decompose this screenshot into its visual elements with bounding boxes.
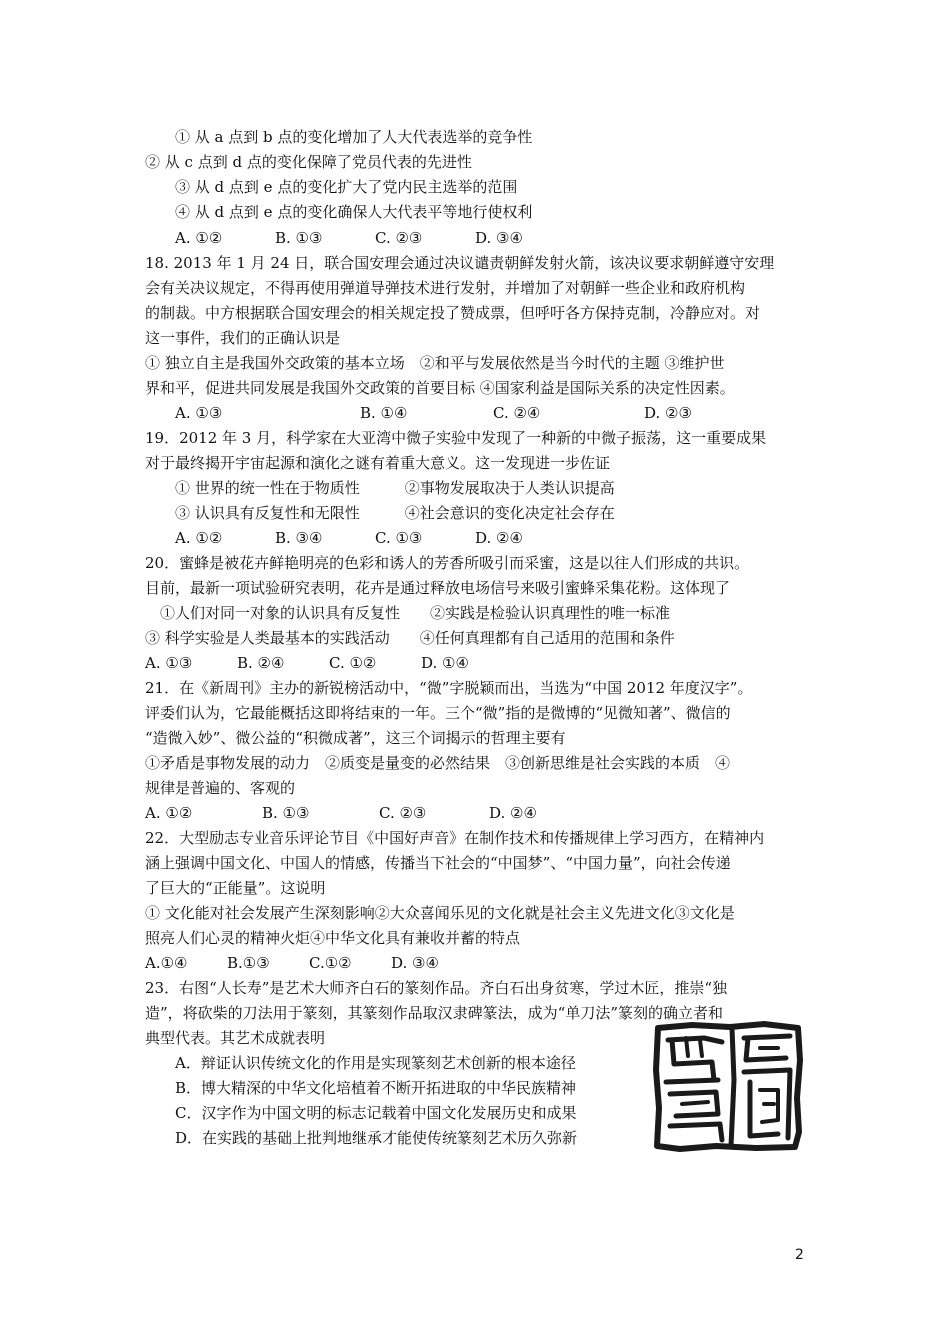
choice-a: A. ①②	[145, 804, 193, 822]
q21-stem-line-3: “造微入妙”、微公益的“积微成著”，这三个词揭示的哲理主要有	[145, 729, 566, 747]
choice-b: B. ①④	[360, 404, 408, 422]
q21-statements-line-2: 规律是普遍的、客观的	[145, 779, 296, 797]
choice-d: D. ③④	[475, 229, 523, 247]
q18-stem-line-1: 18. 2013 年 1 月 24 日，联合国安理会通过决议谴责朝鲜发射火箭，该决议要求朝鲜遵守安理	[145, 254, 775, 272]
choice-c: C.①②	[309, 954, 352, 972]
page-number: 2	[795, 1247, 804, 1263]
q19-choices	[175, 528, 523, 548]
q18-statements-line-2: 界和平，促进共同发展是我国外交政策的首要目标 ④国家利益是国际关系的决定性因素。	[145, 379, 735, 397]
q17-option-2: ② 从 c 点到 d 点的变化保障了党员代表的先进性	[145, 153, 472, 171]
q20-stem-line-2: 目前，最新一项试验研究表明，花卉是通过释放电场信号来吸引蜜蜂采集花粉。这体现了	[145, 579, 731, 597]
choice-b: B. ③④	[275, 529, 323, 547]
q23-option-a: A．辩证认识传统文化的作用是实现篆刻艺术创新的根本途径	[175, 1054, 576, 1072]
q21-stem-line-1: 21．在《新周刊》主办的新锐榜活动中，“微”字脱颖而出，当选为“中国 2012 年度汉字”。	[145, 679, 753, 697]
q21-stem-line-2: 评委们认为，它最能概括这即将结束的一年。三个“微”指的是微博的“见微知著”、微信的	[145, 704, 731, 722]
q22-statements-line-2: 照亮人们心灵的精神火炬④中华文化具有兼收并蓄的特点	[145, 929, 521, 947]
choice-c: C. ①②	[329, 654, 377, 672]
choice-a: A. ①③	[175, 404, 223, 422]
q23-option-d: D．在实践的基础上批判地继承才能使传统篆刻艺术历久弥新	[175, 1129, 578, 1147]
choice-c: C. ①③	[375, 529, 423, 547]
q18-stem-line-4: 这一事件，我们的正确认识是	[145, 329, 341, 347]
q17-choices	[175, 228, 523, 248]
q19-statements-line-2: ③ 认识具有反复性和无限性 ④社会意识的变化决定社会存在	[175, 504, 615, 522]
q18-choices	[175, 403, 692, 423]
q20-statements-line-1: ①人们对同一对象的认识具有反复性 ②实践是检验认识真理性的唯一标准	[160, 604, 671, 622]
choice-d: D. ②③	[644, 404, 692, 422]
choice-d: D. ①④	[421, 654, 469, 672]
choice-b: B. ①③	[275, 229, 323, 247]
q21-choices	[145, 803, 537, 823]
q17-option-4: ④ 从 d 点到 e 点的变化确保人大代表平等地行使权利	[175, 203, 533, 221]
q22-stem-line-2: 涵上强调中国文化、中国人的情感，传播当下社会的“中国梦”、“中国力量”，向社会传递	[145, 854, 731, 872]
choice-b: B. ②④	[237, 654, 285, 672]
choice-d: D. ②④	[489, 804, 537, 822]
q18-statements-line-1: ① 独立自主是我国外交政策的基本立场 ②和平与发展依然是当今时代的主题 ③维护世	[145, 354, 725, 372]
choice-a: A. ①②	[175, 529, 223, 547]
q20-stem-line-1: 20．蜜蜂是被花卉鲜艳明亮的色彩和诱人的芳香所吸引而采蜜，这是以往人们形成的共识。	[145, 554, 750, 572]
q22-choices	[145, 953, 439, 973]
choice-d: D. ②④	[475, 529, 523, 547]
choice-b: B.①③	[227, 954, 270, 972]
q22-statements-line-1: ① 文化能对社会发展产生深刻影响②大众喜闻乐见的文化就是社会主义先进文化③文化是	[145, 904, 735, 922]
q23-option-b: B．博大精深的中华文化培植着不断开拓进取的中华民族精神	[175, 1079, 577, 1097]
q19-statements-line-1: ① 世界的统一性在于物质性 ②事物发展取决于人类认识提高	[175, 479, 615, 497]
q20-statements-line-2: ③ 科学实验是人类最基本的实践活动 ④任何真理都有自己适用的范围和条件	[145, 629, 675, 647]
choice-c: C. ②③	[375, 229, 423, 247]
q18-stem-line-3: 的制裁。中方根据联合国安理会的相关规定投了赞成票，但呼吁各方保持克制，冷静应对。对	[145, 304, 761, 322]
choice-b: B. ①③	[262, 804, 310, 822]
q19-stem-line-2: 对于最终揭开宇宙起源和演化之谜有着重大意义。这一发现进一步佐证	[145, 454, 611, 472]
q23-stem-line-1: 23．右图“人长寿”是艺术大师齐白石的篆刻作品。齐白石出身贫寒，学过木匠，推崇“独	[145, 979, 728, 997]
q17-option-3: ③ 从 d 点到 e 点的变化扩大了党内民主选举的范围	[175, 178, 518, 196]
choice-a: A. ①③	[145, 654, 193, 672]
q17-option-1: ① 从 a 点到 b 点的变化增加了人大代表选举的竞争性	[175, 128, 533, 146]
q23-option-c: C．汉字作为中国文明的标志记载着中国文化发展历史和成果	[175, 1104, 577, 1122]
q21-statements-line-1: ①矛盾是事物发展的动力 ②质变是量变的必然结果 ③创新思维是社会实践的本质 ④	[145, 754, 731, 772]
q22-stem-line-1: 22．大型励志专业音乐评论节目《中国好声音》在制作技术和传播规律上学习西方，在精神内	[145, 829, 765, 847]
choice-c: C. ②③	[379, 804, 427, 822]
choice-d: D. ③④	[391, 954, 439, 972]
choice-c: C. ②④	[493, 404, 541, 422]
q23-stem-line-3: 典型代表。其艺术成就表明	[145, 1029, 326, 1047]
q23-stem-line-2: 造”，将砍柴的刀法用于篆刻，其篆刻作品取汉隶碑篆法，成为“单刀法”篆刻的确立者和	[145, 1004, 724, 1022]
q20-choices	[145, 653, 469, 673]
q19-stem-line-1: 19．2012 年 3 月，科学家在大亚湾中微子实验中发现了一种新的中微子振荡，这一重要成果	[145, 429, 767, 447]
q18-stem-line-2: 会有关决议规定，不得再使用弹道导弹技术进行发射，并增加了对朝鲜一些企业和政府机构	[145, 279, 746, 297]
seal-carving-image	[652, 1020, 804, 1152]
choice-a: A.①④	[145, 954, 188, 972]
q22-stem-line-3: 了巨大的“正能量”。这说明	[145, 879, 326, 897]
choice-a: A. ①②	[175, 229, 223, 247]
